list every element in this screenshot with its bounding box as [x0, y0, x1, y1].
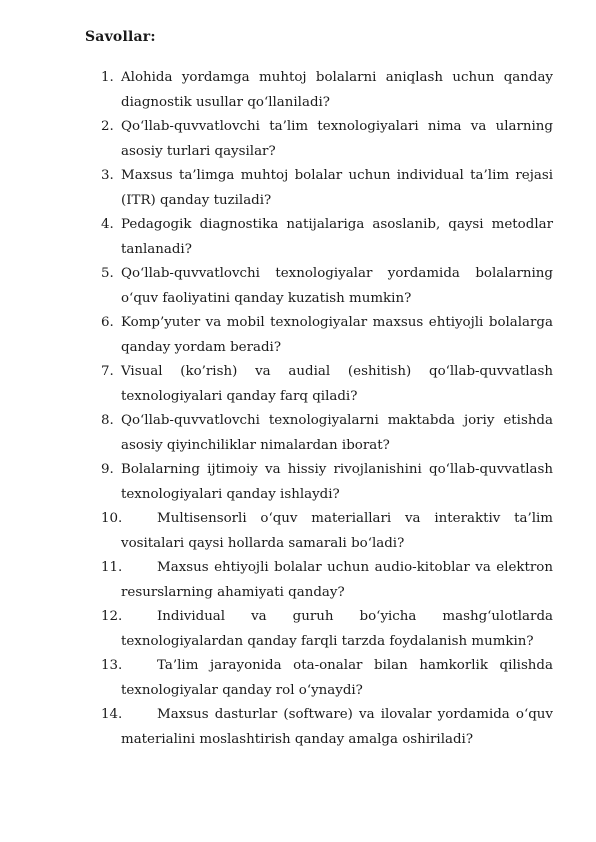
question-number: 4. [101, 217, 114, 232]
question-item-3 [98, 164, 553, 213]
question-number: 12. [101, 609, 123, 624]
question-item-6 [98, 311, 553, 360]
question-text: Maxsus ehtiyojli bolalar uchun audio-kitoblar va elektron resurslarning ahamiyati qanday? [121, 560, 553, 600]
question-item-7 [98, 360, 553, 409]
question-text: Qo‘llab-quvvatlovchi texnologiyalar yordamida bolalarning o‘quv faoliyatini qanday kuzatish mumkin? [121, 266, 553, 306]
question-number: 9. [101, 462, 114, 477]
question-text: Ta’lim jarayonida ota-onalar bilan hamkorlik qilishda texnologiyalar qanday rol o‘ynaydi? [121, 658, 553, 698]
question-number: 10. [101, 511, 123, 526]
question-item-5 [98, 262, 553, 311]
question-text: Pedagogik diagnostika natijalariga asoslanib, qaysi metodlar tanlanadi? [121, 217, 553, 257]
question-text: Qo‘llab-quvvatlovchi ta’lim texnologiyalari nima va ularning asosiy turlari qaysilar? [121, 119, 553, 159]
question-text: Visual (ko’rish) va audial (eshitish) qo‘llab-quvvatlash texnologiyalari qanday farq qiladi? [121, 364, 553, 404]
question-number: 5. [101, 266, 114, 281]
question-item-10 [98, 507, 553, 556]
question-text: Maxsus dasturlar (software) va ilovalar yordamida o‘quv materialini moslashtirish qanday amalga oshiriladi? [121, 707, 553, 747]
question-number: 1. [101, 70, 114, 85]
question-text: Qo‘llab-quvvatlovchi texnologiyalarni maktabda joriy etishda asosiy qiyinchiliklar nimalardan iborat? [121, 413, 553, 453]
question-item-8 [98, 409, 553, 458]
question-number: 6. [101, 315, 114, 330]
page-heading: Savollar: [85, 29, 156, 45]
question-number: 14. [101, 707, 123, 722]
question-item-4 [98, 213, 553, 262]
question-number: 3. [101, 168, 114, 183]
questions-list [98, 66, 553, 752]
question-item-13 [98, 654, 553, 703]
question-text: Maxsus ta’limga muhtoj bolalar uchun individual ta’lim rejasi (ITR) qanday tuziladi? [121, 168, 553, 208]
question-item-9 [98, 458, 553, 507]
question-number: 11. [101, 560, 123, 575]
question-number: 2. [101, 119, 114, 134]
question-item-14 [98, 703, 553, 752]
question-item-11 [98, 556, 553, 605]
question-item-2 [98, 115, 553, 164]
question-number: 13. [101, 658, 123, 673]
question-item-12 [98, 605, 553, 654]
question-text: Multisensorli o‘quv materiallari va interaktiv ta’lim vositalari qaysi hollarda samarali bo‘ladi? [121, 511, 553, 551]
question-number: 8. [101, 413, 114, 428]
question-item-1 [98, 66, 553, 115]
question-number: 7. [101, 364, 114, 379]
question-text: Bolalarning ijtimoiy va hissiy rivojlanishini qo‘llab-quvvatlash texnologiyalari qanday ishlaydi? [121, 462, 553, 502]
question-text: Individual va guruh bo‘yicha mashg‘ulotlarda texnologiyalardan qanday farqli tarzda foydalanish mumkin? [121, 609, 553, 649]
question-text: Komp’yuter va mobil texnologiyalar maxsus ehtiyojli bolalarga qanday yordam beradi? [121, 315, 553, 355]
question-text: Alohida yordamga muhtoj bolalarni aniqlash uchun qanday diagnostik usullar qo‘llaniladi? [121, 70, 553, 110]
